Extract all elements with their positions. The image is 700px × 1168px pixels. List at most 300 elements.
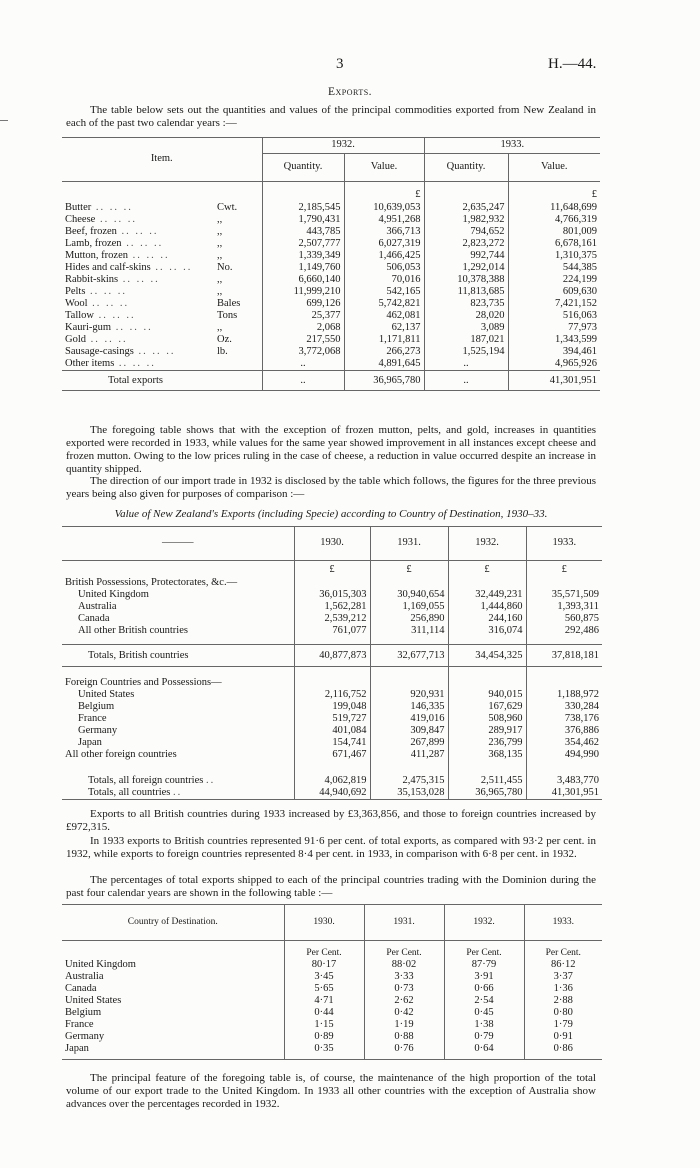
value-1933: 7,421,152: [508, 298, 600, 310]
value-cell: 376,886: [526, 725, 602, 737]
quantity-1932: 1,149,760: [262, 262, 344, 274]
british-heading: British Possessions, Protectorates, &c.—: [65, 576, 238, 588]
percent-cell: 3·37: [524, 971, 602, 983]
commodity-name: [62, 346, 214, 358]
value-cell: 35,571,509: [526, 589, 602, 601]
country-name: Japan: [65, 1042, 89, 1054]
value-cell: 316,074: [448, 625, 526, 637]
table-row: [62, 286, 600, 298]
percent-cell: 3·33: [364, 971, 444, 983]
value-cell: 1,393,311: [526, 601, 602, 613]
commodity-label: Tallow: [65, 310, 95, 322]
value-cell: 1,169,055: [370, 601, 448, 613]
commodity-unit: Cwt.: [217, 201, 238, 213]
commodity-unit: lb.: [217, 346, 228, 358]
total-q2: ..: [424, 371, 508, 391]
percent-cell: 3·91: [444, 971, 524, 983]
value-1932: 366,713: [344, 226, 424, 238]
value-cell: 419,016: [370, 713, 448, 725]
value-cell: 267,899: [370, 737, 448, 749]
value-1932: 462,081: [344, 310, 424, 322]
percent-cell: 0·44: [284, 1007, 364, 1019]
british-total-1931: 32,677,713: [370, 645, 448, 667]
value-1932: 506,053: [344, 262, 424, 274]
table-row: [62, 613, 602, 625]
table-row: [62, 262, 600, 274]
total-exports-label: Total exports: [108, 374, 163, 386]
commodity-rows: [62, 202, 600, 371]
foreign-other-1931: 411,287: [370, 749, 448, 761]
group-heading-row: [62, 677, 602, 689]
all-total-label: Totals, all countries ..: [88, 787, 183, 799]
value-1932: 5,742,821: [344, 298, 424, 310]
foreign-total-1932: 2,511,455: [448, 775, 526, 787]
quantity-1932: 2,507,777: [262, 238, 344, 250]
col-value-1932: Value.: [344, 154, 424, 182]
table-row: [62, 322, 600, 334]
quantity-1932: 2,185,545: [262, 202, 344, 214]
table-row: [62, 995, 602, 1007]
quantity-1932: 25,377: [262, 310, 344, 322]
year-header: 1933.: [524, 905, 602, 941]
country-col-header: ———: [162, 537, 194, 549]
value-cell: 36,015,303: [294, 589, 370, 601]
percent-cell: 0·64: [444, 1043, 524, 1055]
currency-symbol: £: [448, 561, 526, 577]
commodity-unit: [214, 358, 262, 371]
intro-paragraph: The table below sets out the quantities and values of the principal commodities exported from New Zealand in each of the past two calendar years :—: [66, 104, 596, 129]
value-cell: 1,444,860: [448, 601, 526, 613]
country-name: United States: [78, 688, 135, 700]
leader-dots: .. .. ..: [114, 358, 156, 370]
year-header: 1933.: [526, 527, 602, 561]
value-cell: 508,960: [448, 713, 526, 725]
all-total-1931: 35,153,028: [370, 787, 448, 800]
value-1932: 62,137: [344, 322, 424, 334]
group-heading-row: [62, 577, 602, 589]
table-row: [62, 298, 600, 310]
percentage-rows: [62, 959, 602, 1056]
currency-symbol: £: [526, 561, 602, 577]
value-1932: 10,639,053: [344, 202, 424, 214]
empty-cell: [294, 677, 370, 689]
value-1933: 609,630: [508, 286, 600, 298]
currency-symbol: £: [294, 561, 370, 577]
leader-dots: .. .. ..: [91, 201, 133, 213]
commodity-exports-table: [62, 137, 600, 391]
section-title: Exports.: [327, 86, 373, 98]
country-name: All other British countries: [78, 624, 188, 636]
quantity-1933: 11,813,685: [424, 286, 508, 298]
leader-dots: .. .. ..: [133, 346, 176, 358]
commodity-name: [62, 262, 214, 274]
percent-cell: 0·76: [364, 1043, 444, 1055]
quantity-1933: 2,823,272: [424, 238, 508, 250]
country-name: Canada: [65, 982, 97, 994]
table-row: [62, 701, 602, 713]
percent-cell: 2·54: [444, 995, 524, 1007]
percent-cell: 88·02: [364, 959, 444, 971]
paragraph-5: In 1933 exports to British countries represented 91·6 per cent. of total exports, as compared with 93·2 per cent. in 1932, while exports to foreign countries represented 8·4 per cent. in 1933, in comparison with 6·8 per cent. in 1932.: [66, 835, 596, 860]
value-cell: 289,917: [448, 725, 526, 737]
commodity-unit: Oz.: [217, 334, 232, 346]
value-1933: 544,385: [508, 262, 600, 274]
quantity-1933: 992,744: [424, 250, 508, 262]
commodity-name: [62, 238, 214, 250]
leader-dots: .. .. ..: [128, 249, 170, 261]
foreign-heading: Foreign Countries and Possessions—: [65, 676, 222, 688]
commodity-unit: ,,: [217, 285, 223, 297]
commodity-name: [62, 310, 214, 322]
value-1933: 516,063: [508, 310, 600, 322]
unit-label: Per Cent.: [524, 941, 602, 959]
table-row: [62, 238, 600, 250]
country-name: United Kingdom: [78, 588, 149, 600]
quantity-1933: 1,292,014: [424, 262, 508, 274]
percent-cell: 1·15: [284, 1019, 364, 1031]
table-row: [62, 959, 602, 971]
table-row: [62, 274, 600, 286]
quantity-1932: 11,999,210: [262, 286, 344, 298]
table2-title: Value of New Zealand's Exports (including Specie) according to Country of Destination, 1930–33.: [114, 508, 548, 520]
value-cell: 244,160: [448, 613, 526, 625]
table-row: [62, 737, 602, 749]
table-row: [62, 983, 602, 995]
commodity-label: Pelts: [65, 285, 86, 297]
table-row: [62, 1043, 602, 1055]
empty-cell: [526, 677, 602, 689]
value-1932: 1,466,425: [344, 250, 424, 262]
empty-cell: [370, 677, 448, 689]
commodity-label: Kauri-gum: [65, 322, 112, 334]
commodity-name: [62, 298, 214, 310]
british-total-1932: 34,454,325: [448, 645, 526, 667]
leader-dots: .. .. ..: [121, 237, 164, 249]
paragraph-6: The percentages of total exports shipped to each of the principal countries trading with the Dominion during the past four calendar years are shown in the following table :—: [66, 874, 596, 899]
table-row: [62, 625, 602, 637]
leader-dots: .. .. ..: [94, 310, 136, 322]
col-item-header: Item.: [150, 153, 173, 165]
commodity-label: Hides and calf-skins: [65, 261, 151, 273]
commodity-name: [62, 214, 214, 226]
paragraph-7: The principal feature of the foregoing table is, of course, the maintenance of the high proportion of the total volume of our export trade to the United Kingdom. In 1933 all other countries with the exception of Australia show advances over the percentages recorded in 1932.: [66, 1072, 596, 1110]
commodity-name: [62, 274, 214, 286]
paragraph-3: The direction of our import trade in 1932 is disclosed by the table which follows, the figures for the three previous years being also given for purposes of comparison :—: [66, 475, 596, 500]
commodity-unit: ,,: [217, 237, 223, 249]
table-row: [62, 334, 600, 346]
leader-dots: .. .. ..: [85, 285, 128, 297]
country-name: Australia: [78, 600, 117, 612]
commodity-label: Wool: [65, 298, 88, 309]
value-1932: 4,951,268: [344, 214, 424, 226]
percent-cell: 0·35: [284, 1043, 364, 1055]
quantity-1932: ..: [262, 358, 344, 371]
percent-cell: 3·45: [284, 971, 364, 983]
commodity-label: Sausage-casings: [65, 346, 134, 358]
col-quantity-1932: Quantity.: [262, 154, 344, 182]
quantity-1933: 3,089: [424, 322, 508, 334]
value-cell: 401,084: [294, 725, 370, 737]
table-row: [62, 1007, 602, 1019]
value-1933: 801,009: [508, 226, 600, 238]
value-1932: 6,027,319: [344, 238, 424, 250]
british-rows: [62, 577, 602, 637]
value-1932: 266,273: [344, 346, 424, 358]
value-cell: 940,015: [448, 689, 526, 701]
foreign-other-label: All other foreign countries: [65, 749, 177, 761]
value-cell: 560,875: [526, 613, 602, 625]
quantity-1933: 1,982,932: [424, 214, 508, 226]
value-1933: 77,973: [508, 322, 600, 334]
country-name: United Kingdom: [65, 958, 136, 970]
page-number: 3: [336, 56, 344, 72]
commodity-name: [62, 250, 214, 262]
value-cell: 2,539,212: [294, 613, 370, 625]
percent-cell: 2·62: [364, 995, 444, 1007]
total-v2: 41,301,951: [508, 371, 600, 391]
page-header: [0, 56, 700, 76]
leader-dots: .. .. ..: [86, 334, 128, 346]
percent-cell: 0·89: [284, 1031, 364, 1043]
leader-dots: .. .. ..: [118, 273, 160, 285]
country-name: Japan: [78, 737, 102, 749]
value-cell: 256,890: [370, 613, 448, 625]
value-1933: 224,199: [508, 274, 600, 286]
value-cell: 146,335: [370, 701, 448, 713]
commodity-name: [62, 358, 214, 371]
percent-cell: 0·86: [524, 1043, 602, 1055]
commodity-name: [62, 202, 214, 214]
table-row: [62, 689, 602, 701]
commodity-unit: No.: [217, 261, 233, 273]
unit-label: Per Cent.: [284, 941, 364, 959]
quantity-1932: 699,126: [262, 298, 344, 310]
currency-symbol: £: [344, 182, 424, 202]
british-total-label: Totals, British countries: [88, 649, 189, 661]
value-1933: 11,648,699: [508, 202, 600, 214]
value-cell: 354,462: [526, 737, 602, 749]
document-code: H.—44.: [548, 56, 597, 72]
all-total-1932: 36,965,780: [448, 787, 526, 800]
value-cell: 1,562,281: [294, 601, 370, 613]
col-value-1933: Value.: [508, 154, 600, 182]
year-header: 1930.: [284, 905, 364, 941]
table-row: [62, 358, 600, 371]
currency-symbol: £: [508, 182, 600, 202]
table-row: [62, 971, 602, 983]
table-row: [62, 1031, 602, 1043]
exports-by-destination-table: [62, 526, 602, 800]
quantity-1933: 28,020: [424, 310, 508, 322]
table-row: [62, 713, 602, 725]
table-row: [62, 226, 600, 238]
margin-mark: [0, 120, 8, 121]
year-header: 1931.: [364, 905, 444, 941]
quantity-1933: 187,021: [424, 334, 508, 346]
value-cell: 32,449,231: [448, 589, 526, 601]
year-1933-header: 1933.: [424, 138, 600, 154]
value-1932: 1,171,811: [344, 334, 424, 346]
empty-cell: [448, 677, 526, 689]
percent-cell: 1·19: [364, 1019, 444, 1031]
table-row: [62, 589, 602, 601]
table-row: [62, 1019, 602, 1031]
commodity-label: Rabbit-skins: [65, 273, 119, 285]
commodity-unit: ,,: [217, 322, 223, 334]
commodity-label: Butter: [65, 201, 92, 213]
quantity-1932: 443,785: [262, 226, 344, 238]
paragraph-4: Exports to all British countries during 1933 increased by £3,363,856, and those to foreign countries increased by £972,315.: [66, 808, 596, 833]
commodity-unit: Bales: [217, 298, 241, 309]
commodity-name: [62, 226, 214, 238]
percent-cell: 0·79: [444, 1031, 524, 1043]
all-total-1933: 41,301,951: [526, 787, 602, 800]
table-row: [62, 250, 600, 262]
year-header: 1931.: [370, 527, 448, 561]
value-cell: 236,799: [448, 737, 526, 749]
commodity-label: Mutton, frozen: [65, 249, 128, 261]
percent-cell: 0·91: [524, 1031, 602, 1043]
british-total-1930: 40,877,873: [294, 645, 370, 667]
table-row: [62, 310, 600, 322]
quantity-1933: 823,735: [424, 298, 508, 310]
quantity-1933: 1,525,194: [424, 346, 508, 358]
percent-cell: 1·79: [524, 1019, 602, 1031]
table-row: [62, 601, 602, 613]
leader-dots: .. .. ..: [87, 298, 130, 309]
commodity-name: [62, 334, 214, 346]
value-cell: 167,629: [448, 701, 526, 713]
leader-dots: .. .. ..: [116, 225, 159, 237]
value-cell: 761,077: [294, 625, 370, 637]
table-row: [62, 202, 600, 214]
total-v1: 36,965,780: [344, 371, 424, 391]
percent-cell: 0·88: [364, 1031, 444, 1043]
country-name: Canada: [78, 612, 110, 624]
value-cell: 330,284: [526, 701, 602, 713]
commodity-name: [62, 286, 214, 298]
value-1932: 4,891,645: [344, 358, 424, 371]
percent-cell: 0·66: [444, 983, 524, 995]
quantity-1932: 1,339,349: [262, 250, 344, 262]
unit-label: Per Cent.: [364, 941, 444, 959]
country-name: Australia: [65, 970, 104, 982]
percent-cell: 0·80: [524, 1007, 602, 1019]
country-name: Germany: [65, 1030, 105, 1042]
percent-cell: 1·36: [524, 983, 602, 995]
quantity-1933: 794,652: [424, 226, 508, 238]
year-1932-header: 1932.: [262, 138, 424, 154]
unit-label: Per Cent.: [444, 941, 524, 959]
country-col-header: Country of Destination.: [127, 917, 218, 928]
empty-cell: [294, 577, 370, 589]
value-cell: 2,116,752: [294, 689, 370, 701]
british-total-1933: 37,818,181: [526, 645, 602, 667]
year-header: 1930.: [294, 527, 370, 561]
table-row: [62, 346, 600, 358]
commodity-label: Other items: [65, 358, 115, 370]
leader-dots: .. .. ..: [150, 261, 193, 273]
foreign-other-1933: 494,990: [526, 749, 602, 761]
export-percentages-table: [62, 904, 602, 1060]
percent-cell: 1·38: [444, 1019, 524, 1031]
value-1933: 394,461: [508, 346, 600, 358]
percent-cell: 4·71: [284, 995, 364, 1007]
value-cell: 920,931: [370, 689, 448, 701]
total-q1: ..: [262, 371, 344, 391]
commodity-label: Cheese: [65, 213, 96, 225]
foreign-total-label: Totals, all foreign countries ..: [88, 775, 216, 787]
foreign-total-1933: 3,483,770: [526, 775, 602, 787]
leader-dots: .. .. ..: [95, 213, 137, 225]
percent-cell: 87·79: [444, 959, 524, 971]
year-header: 1932.: [444, 905, 524, 941]
foreign-other-1930: 671,467: [294, 749, 370, 761]
quantity-1932: 3,772,068: [262, 346, 344, 358]
currency-symbol: £: [370, 561, 448, 577]
commodity-label: Lamb, frozen: [65, 237, 122, 249]
country-name: France: [65, 1018, 94, 1030]
empty-cell: [448, 577, 526, 589]
quantity-1933: ..: [424, 358, 508, 371]
table-row: [62, 725, 602, 737]
year-header: 1932.: [448, 527, 526, 561]
col-quantity-1933: Quantity.: [424, 154, 508, 182]
all-total-1930: 44,940,692: [294, 787, 370, 800]
foreign-other-1932: 368,135: [448, 749, 526, 761]
value-1933: 1,343,599: [508, 334, 600, 346]
country-name: Belgium: [78, 700, 115, 712]
value-1933: 4,766,319: [508, 214, 600, 226]
commodity-unit: ,,: [217, 225, 223, 237]
foreign-total-1930: 4,062,819: [294, 775, 370, 787]
value-cell: 292,486: [526, 625, 602, 637]
leader-dots: .. .. ..: [111, 322, 153, 334]
commodity-unit: ,,: [217, 249, 223, 261]
value-1933: 6,678,161: [508, 238, 600, 250]
percent-cell: 2·88: [524, 995, 602, 1007]
commodity-label: Beef, frozen: [65, 225, 117, 237]
value-1932: 70,016: [344, 274, 424, 286]
quantity-1933: 10,378,388: [424, 274, 508, 286]
quantity-1932: 2,068: [262, 322, 344, 334]
commodity-name: [62, 322, 214, 334]
percent-cell: 0·73: [364, 983, 444, 995]
quantity-1933: 2,635,247: [424, 202, 508, 214]
value-cell: 519,727: [294, 713, 370, 725]
percent-cell: 0·42: [364, 1007, 444, 1019]
commodity-unit: Tons: [217, 310, 238, 322]
percent-cell: 5·65: [284, 983, 364, 995]
quantity-1932: 6,660,140: [262, 274, 344, 286]
value-1932: 542,165: [344, 286, 424, 298]
value-cell: 154,741: [294, 737, 370, 749]
foreign-total-1931: 2,475,315: [370, 775, 448, 787]
quantity-1932: 217,550: [262, 334, 344, 346]
percent-cell: 80·17: [284, 959, 364, 971]
commodity-unit: ,,: [217, 213, 223, 225]
percent-cell: 86·12: [524, 959, 602, 971]
empty-cell: [526, 577, 602, 589]
empty-cell: [370, 577, 448, 589]
country-name: United States: [65, 994, 122, 1006]
country-name: Germany: [78, 725, 118, 737]
value-cell: 1,188,972: [526, 689, 602, 701]
paragraph-2: The foregoing table shows that with the exception of frozen mutton, pelts, and gold, increases in quantities exported were recorded in 1933, while values for the same year showed improvement in all instances except cheese and frozen mutton. Owing to the low prices ruling in the case of cheese, a reduction in value occurred despite an increase in quantity shipped.: [66, 424, 596, 475]
value-cell: 311,114: [370, 625, 448, 637]
value-cell: 199,048: [294, 701, 370, 713]
value-cell: 738,176: [526, 713, 602, 725]
